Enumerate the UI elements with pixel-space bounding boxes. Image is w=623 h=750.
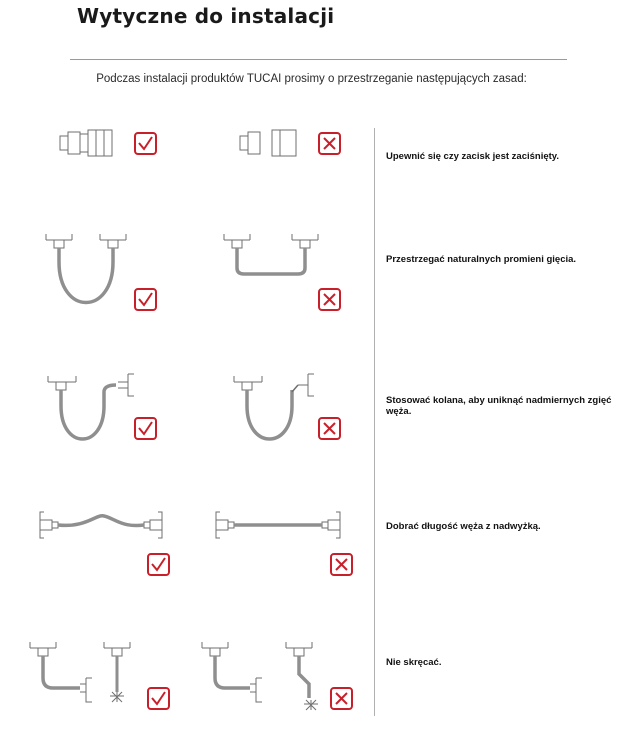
row-elbow-illustration [0,370,374,450]
row-4-description: Dobrać długość węża z nadwyżką. [386,521,541,532]
checkmark-box-icon [135,133,156,154]
page-title: Wytyczne do instalacji [77,4,335,28]
cross-box-icon [319,133,340,154]
cross-box-icon [319,289,340,310]
checkmark-box-icon [148,554,169,575]
checkmark-box-icon [135,418,156,439]
row-hose-length-illustration [0,508,374,580]
row-twist-illustration [0,640,374,720]
row-2-description: Przestrzegać naturalnych promieni gięcia. [386,254,577,265]
column-divider [374,128,375,716]
checkmark-box-icon [148,688,169,709]
cross-box-icon [331,554,352,575]
row-1-description: Upewnić się czy zacisk jest zaciśnięty. [386,151,560,162]
checkmark-box-icon [135,289,156,310]
row-5-description: Nie skręcać. [386,657,442,668]
row-3-description: Stosować kolana, aby uniknąć nadmiernych zgięć węża. [386,395,612,417]
title-divider [70,59,567,60]
intro-text: Podczas instalacji produktów TUCAI prosimy o przestrzeganie następujących zasad: [96,73,527,85]
row-bend-radius-illustration [0,232,374,322]
cross-box-icon [331,688,352,709]
row-clamp-illustration [0,120,374,180]
cross-box-icon [319,418,340,439]
